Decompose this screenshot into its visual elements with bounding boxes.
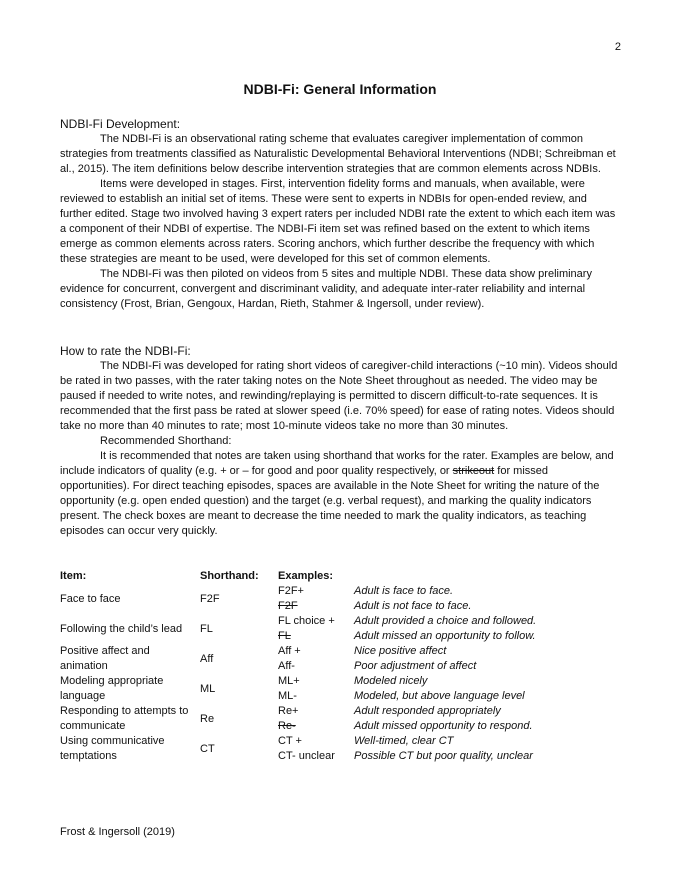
development-paragraph-3: The NDBI-Fi was then piloted on videos from 5 sites and multiple NDBI. These data show preliminary evidence for concurrent, convergent and discriminant validity, and adequate inter-rater reliability and internal consistency (Frost, Brian, Gengoux, Hardan, Rieth, Stahmer & Ingersoll, under review).	[60, 268, 592, 310]
shorthand-text-part2: for missed opportunities). For direct teaching episodes, spaces are available in the Note Sheet for writing the nature of the opportunity (e.g. open ended question) and the target (e.g. verbal request), and marking the quality indicators present. The check boxes are meant to decrease the time needed to mark the quality indicators, as teaching episodes can occur very quickly.	[60, 465, 600, 537]
how-to-rate-heading: How to rate the NDBI-Fi:	[60, 344, 191, 358]
example-positive: CT +	[278, 735, 302, 747]
row-examples	[278, 674, 620, 704]
row-item: Responding to attempts to communicate	[60, 705, 189, 732]
row-shorthand: ML	[200, 682, 216, 695]
example-positive: ML+	[278, 675, 300, 687]
shorthand-paragraph	[60, 449, 620, 539]
example-positive: FL choice +	[278, 615, 335, 627]
example-negative: ML-	[278, 690, 297, 702]
table-row	[60, 584, 620, 614]
table-header-row	[60, 569, 620, 584]
how-to-rate-paragraph: The NDBI-Fi was developed for rating short videos of caregiver-child interactions (~10 min). Videos should be rated in two passes, with the rater taking notes on the Note Sheet throughout as needed. The video may be paused if needed to write notes, and rewinding/replaying is permitted to discern difficult-to-rate sequences. It is recommended that the first pass be rated at slower speed (i.e. 70% speed) for ease of rating notes. Videos should take no more than 40 minutes to rate; most 10-minute videos take no more than 30 minutes.	[60, 360, 618, 432]
development-section	[60, 117, 620, 312]
row-examples	[278, 614, 620, 644]
example-negative: Re-	[278, 720, 296, 732]
development-heading: NDBI-Fi Development:	[60, 117, 181, 131]
example-negative-desc: Adult missed an opportunity to follow.	[354, 630, 536, 642]
row-examples	[278, 644, 620, 674]
row-examples	[278, 584, 620, 614]
page-number: 2	[614, 41, 621, 53]
example-positive: F2F+	[278, 585, 304, 597]
row-item: Face to face	[60, 592, 121, 605]
example-positive-desc: Adult is face to face.	[354, 585, 454, 597]
row-item: Using communicative temptations	[60, 735, 165, 762]
example-positive-desc: Well-timed, clear CT	[354, 735, 454, 747]
example-negative: FL	[278, 630, 291, 642]
example-negative-desc: Adult is not face to face.	[354, 600, 472, 612]
table-row	[60, 674, 620, 704]
table-row	[60, 614, 620, 644]
example-positive-desc: Modeled nicely	[354, 675, 428, 687]
example-negative-desc: Adult missed opportunity to respond.	[354, 720, 533, 732]
row-shorthand: FL	[200, 622, 213, 635]
header-examples: Examples:	[278, 570, 334, 582]
row-shorthand: F2F	[200, 592, 220, 605]
shorthand-subheading: Recommended Shorthand:	[100, 435, 232, 447]
how-to-rate-section	[60, 344, 620, 539]
page-footer: Frost & Ingersoll (2019)	[60, 826, 175, 838]
table-row	[60, 734, 620, 764]
header-shorthand: Shorthand:	[200, 570, 259, 582]
row-examples	[278, 734, 620, 764]
row-item: Following the child’s lead	[60, 622, 183, 635]
example-positive-desc: Nice positive affect	[354, 645, 447, 657]
example-negative: CT- unclear	[278, 750, 335, 762]
development-paragraph-2: Items were developed in stages. First, intervention fidelity forms and manuals, when available, were reviewed to establish an initial set of items. These were sent to experts in NDBIs for open-ended review, and further edited. Stage two involved having 3 expert raters per included NDBI rate the extent to which each item was a component of their NDBI of expertise. The NDBI-Fi item set was refined based on the extent to which items emerge as common elements across raters. Scoring anchors, which further describe the frequency with which these strategies are meant to be used, were developed for this set of common elements.	[60, 178, 616, 265]
table-row	[60, 704, 620, 734]
row-item: Modeling appropriate language	[60, 675, 164, 702]
row-shorthand: Re	[200, 712, 215, 725]
row-shorthand: Aff	[200, 652, 214, 665]
row-examples	[278, 704, 620, 734]
header-item: Item:	[60, 570, 87, 582]
example-positive: Re+	[278, 705, 299, 717]
row-item: Positive affect and animation	[60, 645, 150, 672]
document-title: NDBI-Fi: General Information	[243, 81, 437, 97]
strikeout-example: strikeout	[452, 465, 495, 477]
shorthand-table	[60, 569, 620, 764]
example-negative: Aff-	[278, 660, 295, 672]
example-positive: Aff +	[278, 645, 301, 657]
example-negative-desc: Modeled, but above language level	[354, 690, 525, 702]
table-row	[60, 644, 620, 674]
example-positive-desc: Adult provided a choice and followed.	[354, 615, 537, 627]
example-negative-desc: Possible CT but poor quality, unclear	[354, 750, 533, 762]
example-negative-desc: Poor adjustment of affect	[354, 660, 477, 672]
example-negative: F2F	[278, 600, 298, 612]
example-positive-desc: Adult responded appropriately	[354, 705, 501, 717]
development-paragraph-1: The NDBI-Fi is an observational rating scheme that evaluates caregiver implementation of common strategies from treatments classified as Naturalistic Developmental Behavioral Interventions (NDBI; Schreibman et al., 2015). The item definitions below describe intervention strategies that are common elements across NDBIs.	[60, 133, 616, 175]
row-shorthand: CT	[200, 742, 215, 755]
shorthand-text-part1: It is recommended that notes are taken using shorthand that works for the rater. Examples are below, and include indicators of quality (e.g. + or – for good and poor quality respectively, or	[60, 450, 614, 477]
